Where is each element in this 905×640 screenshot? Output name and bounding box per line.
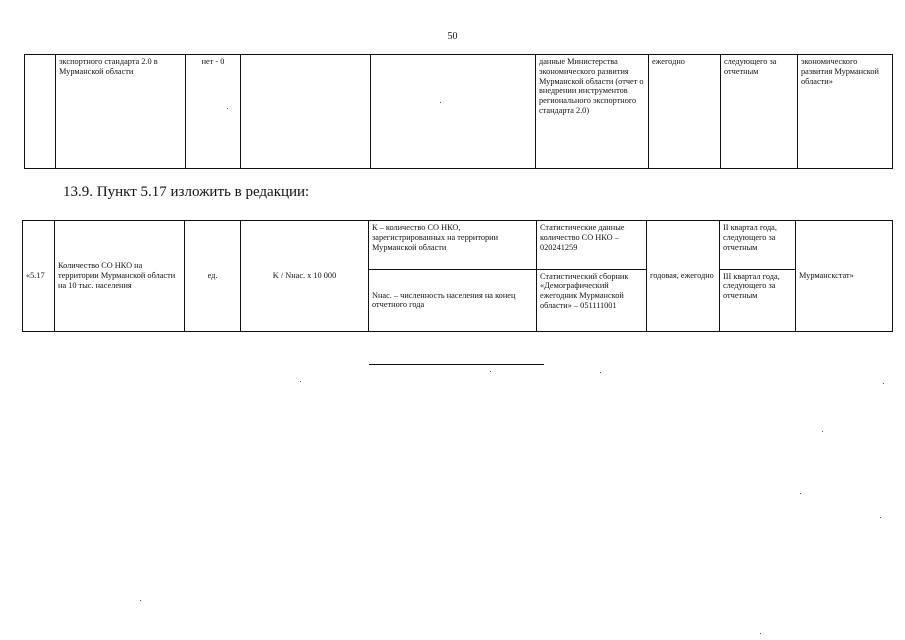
table-cell-indicator: экспортного стандарта 2.0 в Мурманской области bbox=[56, 55, 186, 169]
table-cell-term: следующего за отчетным bbox=[721, 55, 798, 169]
table-cell-periodicity: ежегодно bbox=[649, 55, 721, 169]
footnote-separator bbox=[369, 364, 544, 365]
table-cell-formula bbox=[241, 55, 371, 169]
table-cell-responsible: экономического развития Мурманской области» bbox=[798, 55, 893, 169]
section-heading: 13.9. Пункт 5.17 изложить в редакции: bbox=[63, 184, 310, 200]
source-n: Статистический сборник «Демографический ежегодник Мурманской области» – 051111001 bbox=[537, 269, 647, 331]
table-cell-source: данные Министерства экономического развития Мурманской области (отчет о внедрении инструментов регионального экспортного стандарта 2.0) bbox=[536, 55, 649, 169]
scan-speck bbox=[300, 381, 301, 382]
scan-speck bbox=[140, 600, 141, 601]
scan-speck bbox=[822, 431, 823, 432]
term-k: II квартал года, следующего за отчетным bbox=[720, 221, 796, 270]
scan-speck bbox=[800, 493, 801, 494]
table-cell-unit: нет - 0 bbox=[186, 55, 241, 169]
table-cell-variables bbox=[371, 55, 536, 169]
indicator-periodicity: годовая, ежегодно bbox=[647, 221, 720, 332]
indicator-number: «5.17 bbox=[23, 221, 55, 332]
indicator-unit: ед. bbox=[185, 221, 241, 332]
continued-indicators-table bbox=[24, 54, 893, 169]
indicator-5-17-table bbox=[22, 220, 893, 332]
scan-speck bbox=[600, 372, 601, 373]
table-cell-number bbox=[25, 55, 56, 169]
scan-speck bbox=[227, 108, 228, 109]
page-number: 50 bbox=[447, 31, 458, 42]
scan-speck bbox=[760, 633, 761, 634]
table-row bbox=[25, 55, 893, 169]
scan-speck bbox=[883, 383, 884, 384]
indicator-name: Количество СО НКО на территории Мурманской области на 10 тыс. населения bbox=[55, 221, 185, 332]
variable-k: К – количество СО НКО, зарегистрированных на территории Мурманской области bbox=[369, 221, 537, 270]
indicator-responsible: Мурманскстат» bbox=[796, 221, 893, 332]
indicator-formula: K / Nнас. x 10 000 bbox=[241, 221, 369, 332]
scan-speck bbox=[880, 517, 881, 518]
scan-speck bbox=[490, 371, 491, 372]
table-row bbox=[23, 221, 893, 270]
variable-n: Nнас. – численность населения на конец отчетного года bbox=[369, 269, 537, 331]
source-k: Статистические данные количество СО НКО – 020241259 bbox=[537, 221, 647, 270]
term-n: III квартал года, следующего за отчетным bbox=[720, 269, 796, 331]
scan-speck bbox=[440, 102, 441, 103]
